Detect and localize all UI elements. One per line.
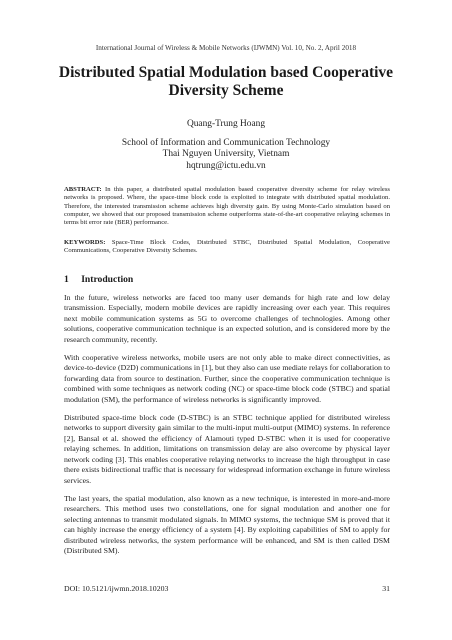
author-block <box>40 119 412 172</box>
journal-header: International Journal of Wireless & Mobile Networks (IJWMN) Vol. 10, No. 2, April 2018 <box>95 44 357 52</box>
abstract-text: In this paper, a distributed spatial modulation based cooperative diversity scheme for relay wireless networks is proposed. Where, the space-time block code is exploited to integrate with distributed spatial modulation. Therefore, the interested transmission scheme achieves high diversity gain. By using Monte-Carlo simulation based on computer, we showed that our proposed transmission scheme outperforms state-of-the-art cooperative relaying schemes in terms bit error rate (BER) performance. <box>64 186 390 227</box>
abstract-label: ABSTRACT: <box>64 186 102 193</box>
section-number: 1 <box>64 274 69 285</box>
author-affiliation-line-2: Thai Nguyen University, Vietnam <box>162 149 290 160</box>
body-text <box>64 293 390 564</box>
keywords <box>64 239 390 256</box>
keywords-text: Space-Time Block Codes, Distributed STBC, Distributed Spatial Modulation, Cooperative Communications, Cooperative Diversity Schemes. <box>64 239 390 255</box>
paragraph: Distributed space-time block code (D-STBC) is an STBC technique applied for distributed wireless networks to support diversity gain similar to the multi-input multi-output (MIMO) systems. In reference [2], Bansal et al. showed the efficiency of Alamouti typed D-STBC when it is used for cooperative relaying schemes. In addition, limitations on transmission delay are also overcome by physical layer network coding [3]. This enables cooperative relaying networks to increase the high throughput in case there exists bidirectional traffic that is necessary for widespread information exchange in future wireless services. <box>64 413 390 485</box>
author-name: Quang-Trung Hoang <box>186 119 266 129</box>
paragraph: In the future, wireless networks are faced too many user demands for high rate and low delay transmission. Especially, modern mobile devices are rapidly increasing over each year. This requires next mobile communication systems as 5G to overcome challenges of technologies. Among other solutions, cooperative communication technique is an expected solution, and is considered more by the research community, recently. <box>64 293 390 344</box>
section-heading <box>64 274 133 285</box>
doi-text: DOI: 10.5121/ijwmn.2018.10203 <box>64 584 169 593</box>
section-title: Introduction <box>81 274 134 285</box>
author-email: hqtrung@ictu.edu.vn <box>186 160 266 171</box>
paragraph: With cooperative wireless networks, mobile users are not only able to make direct connectivities, as device-to-device (D2D) communications in [1], but they also can use mediate relays for collaboration to forwarding data from source to destination. Further, since the cooperative communication technique is combined with some techniques as network coding (NC) or space-time block code (STBC) and spatial modulation (SM), the performance of wireless networks is significantly improved. <box>64 353 390 404</box>
paper-title: Distributed Spatial Modulation based Cooperative Diversity Scheme <box>58 64 394 99</box>
paragraph: The last years, the spatial modulation, also known as a new technique, is interested in more-and-more researchers. This method uses two constellations, one for signal modulation and another one for selecting antennas to transmit modulated signals. In MIMO systems, the technique SM is proved that it can highly increase the energy efficiency of a system [4]. By exploiting capabilities of SM to apply for distributed wireless networks, the system performance will be enhanced, and SM is then called DSM (Distributed SM). <box>64 493 390 555</box>
page-number: 31 <box>382 584 390 593</box>
author-affiliation-line-1: School of Information and Communication Technology <box>121 138 331 149</box>
abstract <box>64 186 390 227</box>
keywords-label: KEYWORDS: <box>64 239 106 246</box>
